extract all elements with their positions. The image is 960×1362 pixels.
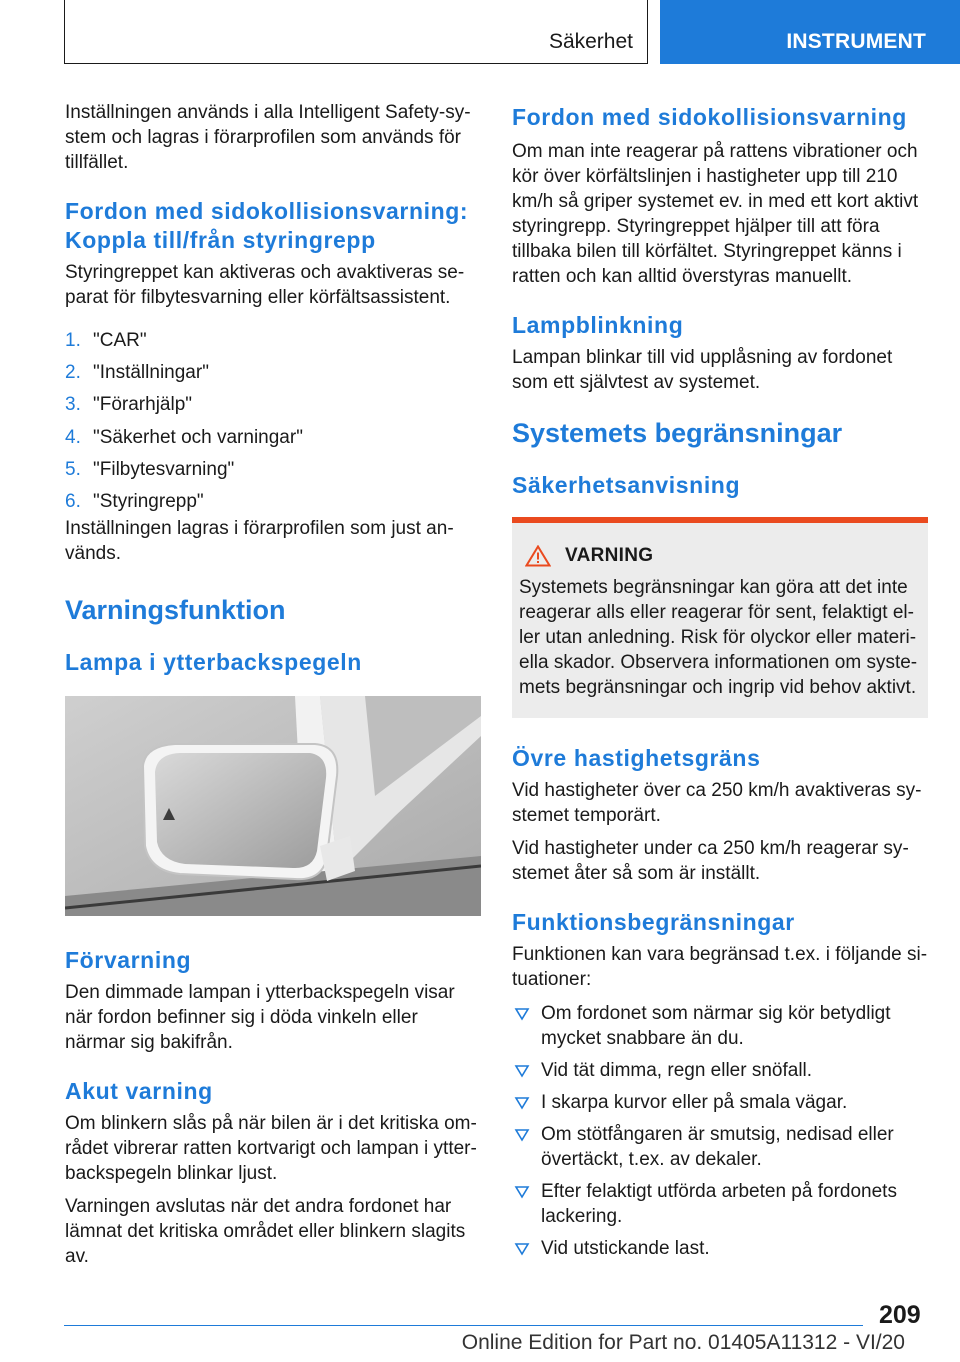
page-number: 209 bbox=[879, 1301, 921, 1329]
list-item bbox=[512, 1236, 928, 1261]
toggle-paragraph: Styringreppet kan aktiveras och avaktiveras separat för filbytesvarning eller körfältsassistent. bbox=[65, 262, 465, 308]
list-item bbox=[512, 1122, 928, 1172]
step-label: "CAR" bbox=[93, 330, 147, 351]
step-item bbox=[65, 392, 481, 424]
warning-paragraph: Systemets begränsningar kan göra att det inte reagerar alls eller reagerar för sent, felaktigt eller utan anledning. Risk för olyckor eller materiella skador. Observera informationen om systemets begränsningar och ingrip vid behov aktivt. bbox=[519, 577, 918, 698]
left-column bbox=[65, 100, 481, 1269]
warning-triangle-icon bbox=[525, 545, 551, 567]
list-item-text: Vid tät dimma, regn eller snöfall. bbox=[541, 1060, 813, 1081]
limitations-list bbox=[512, 1001, 928, 1261]
list-item bbox=[512, 1179, 928, 1229]
triangle-bullet-icon bbox=[514, 1004, 530, 1022]
intro-paragraph: Inställningen används i alla Intelligent Safety-system och lagras i förarprofilen som används för tillfället. bbox=[65, 102, 471, 173]
step-item bbox=[65, 457, 481, 489]
step-item bbox=[65, 425, 481, 457]
warning-header bbox=[525, 545, 921, 567]
side-collision-paragraph: Om man inte reagerar på rattens vibrationer och kör över körfältslinjen i hastigheter upp till 210 km/h så griper systemet ev. in med ett kort aktivt styringrepp. Styringreppet hjälper till att föra tillbaka bilen till körfältet. Styringreppet känns i ratten och kan alltid överstyras manuellt. bbox=[512, 141, 919, 287]
footer-edition: Online Edition for Part no. 01405A11312 - VI/20 bbox=[461, 1331, 905, 1354]
triangle-bullet-icon bbox=[514, 1061, 530, 1079]
step-number: 4. bbox=[65, 426, 81, 448]
step-label: "Förarhjälp" bbox=[93, 394, 193, 416]
upper-speed-paragraph-1: Vid hastigheter över ca 250 km/h avaktiveras systemet temporärt. bbox=[512, 780, 922, 826]
list-item bbox=[512, 1090, 928, 1115]
heading-mirror-lamp: Lampa i ytterbackspegeln bbox=[65, 649, 362, 676]
triangle-bullet-icon bbox=[514, 1182, 530, 1200]
step-number: 2. bbox=[65, 362, 81, 384]
end-paragraph: Varningen avslutas när det andra fordonet har lämnat det kritiska området eller blinkern slagits av. bbox=[65, 1196, 466, 1268]
lamp-flash-paragraph: Lampan blinkar till vid upplåsning av fordonet som ett självtest av systemet. bbox=[512, 347, 893, 393]
heading-toggle-steering: Fordon med sidokollisionsvarning: Koppla till/från styringrepp bbox=[65, 198, 469, 253]
list-item bbox=[512, 1058, 928, 1083]
list-item-text: Vid utstickande last. bbox=[541, 1238, 710, 1259]
right-column bbox=[512, 100, 928, 1261]
step-item bbox=[65, 328, 481, 360]
settings-steps bbox=[65, 328, 481, 521]
heading-warning-function: Varningsfunktion bbox=[65, 595, 286, 626]
triangle-bullet-icon bbox=[514, 1093, 530, 1111]
step-number: 3. bbox=[65, 394, 81, 416]
heading-lamp-flash: Lampblinkning bbox=[512, 312, 684, 338]
step-label: "Styringrepp" bbox=[93, 490, 204, 512]
heading-system-limits: Systemets begränsningar bbox=[512, 418, 843, 448]
warning-label: VARNING bbox=[565, 545, 654, 566]
step-number: 5. bbox=[65, 458, 81, 480]
prewarning-paragraph: Den dimmade lampan i ytterbackspegeln visar när fordon befinner sig i döda vinkeln eller närmar sig bakifrån. bbox=[65, 982, 455, 1054]
step-label: "Filbytesvarning" bbox=[93, 458, 235, 480]
step-number: 6. bbox=[65, 490, 81, 512]
list-item-text: Om fordonet som närmar sig kör betydligt mycket snabbare än du. bbox=[541, 1003, 891, 1049]
header-section-label: Säkerhet bbox=[548, 30, 633, 53]
header-section-tab bbox=[64, 0, 648, 64]
heading-acute-warning: Akut varning bbox=[65, 1078, 213, 1105]
list-item bbox=[512, 1001, 928, 1051]
saved-paragraph: Inställningen lagras i förarprofilen som just används. bbox=[65, 518, 454, 565]
header-chapter-label: INSTRUMENT bbox=[786, 30, 926, 53]
step-number: 1. bbox=[65, 330, 81, 351]
footer-divider bbox=[64, 1325, 863, 1326]
mirror-illustration bbox=[65, 696, 481, 916]
header-chapter-tab bbox=[660, 0, 960, 64]
heading-upper-speed: Övre hastighetsgräns bbox=[512, 745, 761, 771]
step-item bbox=[65, 489, 481, 521]
list-item-text: I skarpa kurvor eller på smala vägar. bbox=[541, 1092, 848, 1113]
side-mirror-image bbox=[65, 696, 481, 916]
heading-side-collision: Fordon med sidokollisionsvarning bbox=[512, 104, 907, 130]
acute-paragraph: Om blinkern slås på när bilen är i det kritiska området vibrerar ratten kortvarigt och lampan i ytterbackspegeln blinkar ljust. bbox=[65, 1113, 477, 1185]
function-limits-intro: Funktionen kan vara begränsad t.ex. i följande situationer: bbox=[512, 944, 928, 990]
upper-speed-paragraph-2: Vid hastigheter under ca 250 km/h reagerar systemet åter så som är inställt. bbox=[512, 838, 909, 884]
triangle-bullet-icon bbox=[514, 1125, 530, 1143]
step-label: "Säkerhet och varningar" bbox=[93, 426, 303, 448]
heading-function-limits: Funktionsbegränsningar bbox=[512, 909, 795, 935]
triangle-bullet-icon bbox=[514, 1239, 530, 1257]
step-label: "Inställningar" bbox=[93, 362, 209, 384]
list-item-text: Efter felaktigt utförda arbeten på fordonets lackering. bbox=[541, 1181, 897, 1227]
heading-safety-note: Säkerhetsanvisning bbox=[512, 472, 741, 498]
step-item bbox=[65, 360, 481, 392]
list-item-text: Om stötfångaren är smutsig, nedisad eller övertäckt, t.ex. av dekaler. bbox=[541, 1124, 894, 1170]
warning-box bbox=[512, 517, 928, 718]
heading-prewarning: Förvarning bbox=[65, 947, 192, 974]
